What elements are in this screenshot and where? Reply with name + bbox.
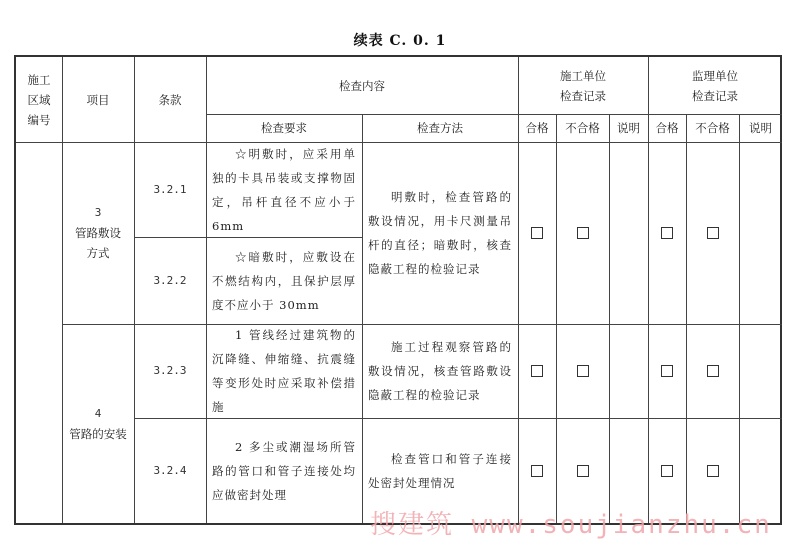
header-contractor-record	[518, 57, 648, 114]
checkbox-icon[interactable]	[577, 227, 589, 239]
checkbox-icon[interactable]	[531, 227, 543, 239]
item-cell-3	[62, 142, 134, 324]
checkbox-icon[interactable]	[661, 465, 673, 477]
header-text: 施工	[27, 72, 51, 87]
item-name: 管路敷设	[75, 226, 121, 240]
checkbox-icon[interactable]	[661, 227, 673, 239]
header-clause: 条款	[158, 92, 182, 107]
method-text: 检查管口和管子连接处密封处理情况	[368, 451, 512, 490]
watermark: 搜建筑 www.soujianzhu.cn	[370, 510, 772, 540]
header-requirement: 检查要求	[261, 121, 307, 135]
header-contractor-pass: 合格	[525, 121, 549, 135]
supervisor-fail-checkbox[interactable]	[686, 324, 739, 418]
header-supervisor-fail: 不合格	[695, 121, 730, 135]
clause-3-2-2: 3.2.2	[153, 273, 187, 287]
contractor-note-field[interactable]	[609, 142, 648, 324]
inspection-table	[14, 55, 782, 525]
contractor-fail-checkbox[interactable]	[556, 324, 609, 418]
supervisor-pass-checkbox[interactable]	[648, 142, 686, 324]
header-text: 检查记录	[560, 88, 606, 103]
requirement-text: 1 管线经过建筑物的沉降缝、伸缩缝、抗震缝等变形处时应采取补偿措施	[212, 328, 356, 414]
item-name: 方式	[86, 246, 110, 260]
checkbox-icon[interactable]	[577, 465, 589, 477]
checkbox-icon[interactable]	[707, 465, 719, 477]
requirement-text: ☆暗敷时，应敷设在不燃结构内，且保护层厚度不应小于 30mm	[212, 249, 356, 312]
checkbox-icon[interactable]	[577, 365, 589, 377]
requirement-3-2-4	[206, 418, 362, 523]
supervisor-fail-checkbox[interactable]	[686, 142, 739, 324]
checkbox-icon[interactable]	[661, 365, 673, 377]
header-supervisor-pass: 合格	[655, 121, 679, 135]
header-supervisor-note: 说明	[749, 121, 772, 135]
clause-3-2-4: 3.2.4	[153, 463, 187, 477]
header-item: 项目	[86, 92, 110, 107]
header-contractor-note: 说明	[617, 121, 640, 135]
header-contractor-fail: 不合格	[565, 121, 600, 135]
method-text: 施工过程观察管路的敷设情况，核查管路敷设隐蔽工程的检验记录	[368, 340, 512, 402]
requirement-3-2-1	[206, 142, 362, 237]
clause-3-2-3: 3.2.3	[153, 364, 187, 377]
requirement-text: ☆明敷时，应采用单独的卡具吊装或支撑物固定，吊杆直径不应小于 6mm	[212, 146, 356, 233]
item-name: 管路的安装	[69, 426, 127, 441]
checkbox-icon[interactable]	[707, 365, 719, 377]
header-text: 区域	[27, 92, 51, 107]
header-text: 施工单位	[560, 68, 606, 83]
header-content: 检查内容	[339, 78, 385, 93]
contractor-note-field[interactable]	[609, 324, 648, 418]
header-text: 检查记录	[692, 88, 738, 103]
header-text: 编号	[27, 112, 51, 127]
requirement-text: 2 多尘或潮湿场所管路的管口和管子连接处均应做密封处理	[212, 439, 356, 502]
requirement-3-2-3	[206, 324, 362, 418]
supervisor-pass-checkbox[interactable]	[648, 324, 686, 418]
method-text: 明敷时，检查管路的敷设情况，用卡尺测量吊杆的直径；暗敷时，核查隐蔽工程的检验记录	[368, 190, 512, 276]
checkbox-icon[interactable]	[531, 465, 543, 477]
clause-3-2-1: 3.2.1	[153, 182, 187, 196]
item-number: 3	[94, 206, 102, 219]
header-text: 监理单位	[692, 68, 738, 83]
header-method: 检查方法	[417, 121, 463, 135]
table-title: 续表 C. 0. 1	[353, 33, 447, 49]
header-area-code	[16, 57, 62, 142]
method-group-3	[362, 142, 518, 324]
item-cell-4	[62, 324, 134, 523]
contractor-fail-checkbox[interactable]	[556, 142, 609, 324]
method-3-2-3	[362, 324, 518, 418]
contractor-pass-checkbox[interactable]	[518, 142, 556, 324]
checkbox-icon[interactable]	[707, 227, 719, 239]
supervisor-note-field[interactable]	[739, 142, 782, 324]
item-number: 4	[94, 406, 102, 420]
requirement-3-2-2	[206, 237, 362, 324]
contractor-pass-checkbox[interactable]	[518, 324, 556, 418]
supervisor-note-field[interactable]	[739, 324, 782, 418]
header-supervisor-record	[648, 57, 782, 114]
checkbox-icon[interactable]	[531, 365, 543, 377]
